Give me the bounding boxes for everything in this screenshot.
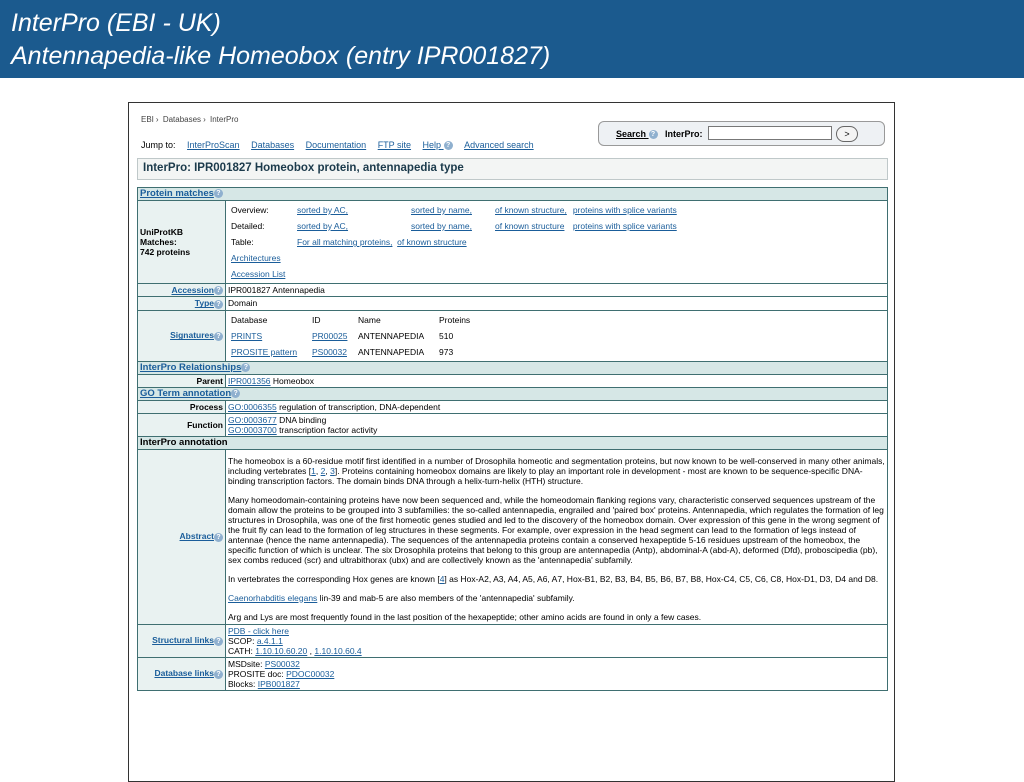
- accession-label[interactable]: Accession ?: [138, 284, 226, 297]
- cath-link[interactable]: 1.10.10.60.4: [314, 645, 362, 656]
- table-all-matching[interactable]: For all matching proteins,: [297, 237, 393, 248]
- jump-to-nav: [141, 140, 534, 150]
- help-icon: ?: [214, 189, 223, 198]
- link-help[interactable]: Help ?: [423, 140, 453, 150]
- accession-value: IPR001827 Antennapedia: [226, 284, 888, 297]
- section-relationships[interactable]: InterPro Relationships ?: [138, 361, 888, 374]
- search-go-button[interactable]: >: [836, 126, 858, 142]
- scop-link[interactable]: a.4.1.1: [256, 635, 283, 646]
- list-item: Table: For all matching proteins, of known structure: [231, 237, 467, 248]
- banner-subtitle: Antennapedia-like Homeobox (entry IPR001827): [11, 42, 551, 70]
- help-icon: ?: [241, 363, 250, 372]
- search-label[interactable]: Search ?: [616, 129, 658, 139]
- signatures-cell: [226, 310, 888, 361]
- signature-id-link[interactable]: PS00032: [312, 346, 347, 357]
- detailed-known-structure[interactable]: of known structure: [495, 221, 565, 232]
- help-icon: ?: [214, 300, 223, 309]
- search-input[interactable]: [708, 126, 832, 140]
- type-value: Domain: [226, 297, 888, 310]
- prosite-doc-link[interactable]: PDOC00032: [286, 668, 335, 679]
- signature-db-link[interactable]: PROSITE pattern: [231, 346, 298, 357]
- species-link[interactable]: Caenorhabditis elegans: [228, 592, 318, 603]
- list-item: Detailed: sorted by AC, sorted by name, of known structure proteins with splice variants: [231, 221, 677, 232]
- section-go-terms[interactable]: GO Term annotation ?: [138, 387, 888, 400]
- structural-links-label[interactable]: Structural links ?: [138, 624, 226, 657]
- database-links-label[interactable]: Database links ?: [138, 657, 226, 690]
- database-links-value: MSDsite: PS00032 PROSITE doc: PDOC00032 Blocks: IPB001827: [226, 657, 888, 690]
- overview-sorted-by-ac[interactable]: sorted by AC,: [297, 205, 349, 216]
- chevron-right-icon: ›: [155, 115, 159, 124]
- breadcrumb-databases[interactable]: Databases: [162, 115, 202, 124]
- function-label: Function: [138, 413, 226, 436]
- abstract-label[interactable]: Abstract ?: [138, 449, 226, 624]
- accession-list-link[interactable]: Accession List: [231, 269, 286, 280]
- breadcrumb-ebi[interactable]: EBI: [141, 115, 154, 124]
- list-item: Overview: sorted by AC, sorted by name, of known structure, proteins with splice variants: [231, 205, 677, 216]
- overview-splice-variants[interactable]: proteins with splice variants: [572, 205, 677, 216]
- cath-link[interactable]: 1.10.10.60.20: [255, 645, 308, 656]
- type-label[interactable]: Type ?: [138, 297, 226, 310]
- chevron-right-icon: ›: [203, 115, 206, 124]
- section-annotation: InterPro annotation: [138, 436, 888, 449]
- abstract-text: The homeobox is a 60-residue motif first identified in a number of Drosophila homeotic and segmentation proteins, but now known to be well-conserved in many other animals, including vertebrates [1, 2, 3]. Proteins containing homeobox domains are likely to play an important role in development - most are known to be sequence-specific DNA-binding transcription factors. The domain binds DNA through a helix-turn-helix (HTH) structure. Many homeodomain-containing proteins have now been sequenced and, while the homeodomain flanking regions vary, characteristic conserved sequences upstream of the domain allow the proteins to be grouped into 3 subfamilies: the so-called antennapedia, engrailed and 'paired box' proteins. Antennapedia, which regulates the formation of leg structures in Drosophila, was one of the first homeotic genes studied and led to the discovery of the homeobox domain. Over expression of this gene in the wrong segment of the fruit fly can lead to the formation of leg structures in these segments. For example, over expression in the head segment can lead to the formation of legs instead of antennae (hence the name antennapedia). The sequences of the antennapedia proteins contain a conserved hexapeptide 5-16 residues upstream of the homeobox, the specific function of which is unclear. The six Drosophila proteins that belong to this group are antennapedia (Antp), abdominal-A (abd-A), deformed (Dfd), proboscipedia (pb), sex combs reduced (scr) and ultrabithorax (ubx) and are collectively known as the 'antennapedia' subfamily. In vertebrates the corresponding Hox genes are known [4] as Hox-A2, A3, A4, A5, A6, A7, Hox-B1, B2, B3, B4, B5, B6, B7, B8, Hox-C4, C5, C6, C8, Hox-D1, D3, D4 and D8. Caenorhabditis elegans lin-39 and mab-5 are also members of the 'antennapedia' subfamily. Arg and Lys are most frequently found in the last position of the hexapeptide; other amino acids are found in only a few cases.: [226, 449, 888, 624]
- signature-db-link[interactable]: PRINTS: [231, 330, 263, 341]
- col-id: ID: [312, 314, 321, 325]
- col-name: Name: [358, 314, 381, 325]
- signature-id-link[interactable]: PR00025: [312, 330, 348, 341]
- link-ftp-site[interactable]: FTP site: [377, 140, 412, 150]
- ref-link[interactable]: 2: [320, 465, 326, 476]
- go-process-link[interactable]: GO:0006355: [228, 401, 277, 412]
- help-icon: ?: [444, 141, 453, 150]
- help-icon: ?: [214, 332, 223, 341]
- link-interproscan[interactable]: InterProScan: [187, 140, 240, 150]
- msdsite-link[interactable]: PS00032: [264, 658, 300, 669]
- detailed-splice-variants[interactable]: proteins with splice variants: [572, 221, 677, 232]
- parent-id-link[interactable]: IPR001356: [228, 375, 271, 386]
- help-icon: ?: [214, 286, 223, 295]
- interpro-page-screenshot: [128, 102, 895, 782]
- function-value: GO:0003677 DNA binding GO:0003700 transcription factor activity: [226, 413, 888, 436]
- go-function-link[interactable]: GO:0003677: [228, 414, 277, 425]
- architectures-link[interactable]: Architectures: [231, 253, 281, 264]
- link-advanced-search[interactable]: Advanced search: [464, 140, 534, 150]
- structural-links-value: PDB - click here SCOP: a.4.1.1 CATH: 1.10.10.60.20 , 1.10.10.60.4: [226, 624, 888, 657]
- ref-link[interactable]: 1: [311, 465, 316, 476]
- go-function-link[interactable]: GO:0003700: [228, 424, 277, 435]
- parent-value: IPR001356 Homeobox: [226, 374, 888, 387]
- table-known-structure[interactable]: of known structure: [397, 237, 467, 248]
- interpro-label: InterPro:: [665, 129, 703, 139]
- protein-matches-links: [228, 202, 680, 282]
- help-icon: ?: [214, 670, 223, 679]
- protein-matches-cell: [226, 201, 888, 284]
- col-proteins: Proteins: [439, 314, 471, 325]
- pdb-link[interactable]: PDB - click here: [228, 625, 289, 636]
- process-value: GO:0006355 regulation of transcription, DNA-dependent: [226, 400, 888, 413]
- link-databases[interactable]: Databases: [251, 140, 295, 150]
- blocks-link[interactable]: IPB001827: [257, 678, 300, 689]
- signatures-table: [228, 312, 473, 360]
- col-database: Database: [231, 314, 268, 325]
- process-label: Process: [138, 400, 226, 413]
- table-row: PROSITE pattern PS00032 ANTENNAPEDIA 973: [231, 346, 454, 357]
- help-icon: ?: [214, 637, 223, 646]
- uniprotkb-matches-label: UniProtKB Matches: 742 proteins: [138, 201, 226, 284]
- help-icon: ?: [231, 389, 240, 398]
- breadcrumb-interpro[interactable]: InterPro: [209, 115, 239, 124]
- breadcrumb: [141, 115, 240, 124]
- link-documentation[interactable]: Documentation: [305, 140, 367, 150]
- help-icon: ?: [649, 130, 658, 139]
- entry-title: InterPro: IPR001827 Homeobox protein, antennapedia type: [137, 158, 888, 180]
- signatures-label[interactable]: Signatures ?: [138, 310, 226, 361]
- overview-known-structure[interactable]: of known structure,: [495, 205, 567, 216]
- overview-sorted-by-name[interactable]: sorted by name,: [411, 205, 472, 216]
- entry-table: [137, 187, 888, 691]
- jump-label: Jump to:: [141, 140, 176, 150]
- ref-link[interactable]: 4: [439, 573, 445, 584]
- banner-title: InterPro (EBI - UK): [11, 9, 221, 37]
- parent-label: Parent: [138, 374, 226, 387]
- section-protein-matches[interactable]: Protein matches ?: [138, 188, 888, 201]
- detailed-sorted-by-name[interactable]: sorted by name,: [411, 221, 472, 232]
- ref-link[interactable]: 3: [330, 465, 335, 476]
- search-box: [598, 121, 885, 146]
- table-row: PRINTS PR00025 ANTENNAPEDIA 510: [231, 330, 454, 341]
- help-icon: ?: [214, 533, 223, 542]
- detailed-sorted-by-ac[interactable]: sorted by AC,: [297, 221, 349, 232]
- slide-banner: [0, 0, 1024, 78]
